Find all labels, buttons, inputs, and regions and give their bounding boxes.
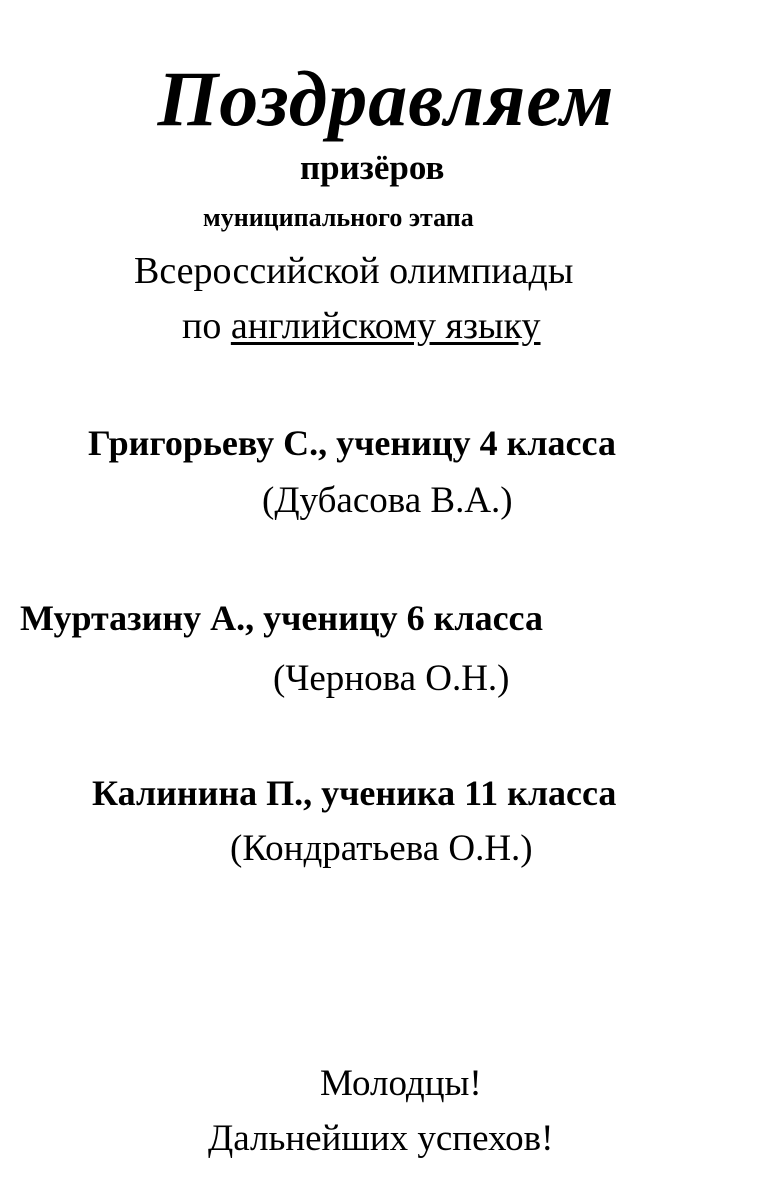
subject-prefix: по (182, 305, 231, 347)
subtitle-olympiad: Всероссийской олимпиады (134, 250, 574, 292)
winner-name: Муртазину А., ученицу 6 класса (20, 598, 543, 638)
closing-wishes: Дальнейших успехов! (208, 1118, 554, 1159)
winner-name: Григорьеву С., ученицу 4 класса (88, 423, 616, 463)
subtitle-prizewinners: призёров (300, 148, 445, 187)
winner-name: Калинина П., ученика 11 класса (92, 773, 617, 813)
closing-well-done: Молодцы! (320, 1063, 482, 1104)
winner-teacher: (Кондратьева О.Н.) (230, 828, 533, 869)
subtitle-stage: муниципального этапа (203, 203, 474, 232)
subtitle-subject (182, 307, 541, 345)
subject-name: английскому языку (230, 305, 541, 347)
page-title: Поздравляем (157, 55, 615, 142)
winner-teacher: (Чернова О.Н.) (273, 658, 510, 699)
winner-teacher: (Дубасова В.А.) (262, 480, 513, 521)
